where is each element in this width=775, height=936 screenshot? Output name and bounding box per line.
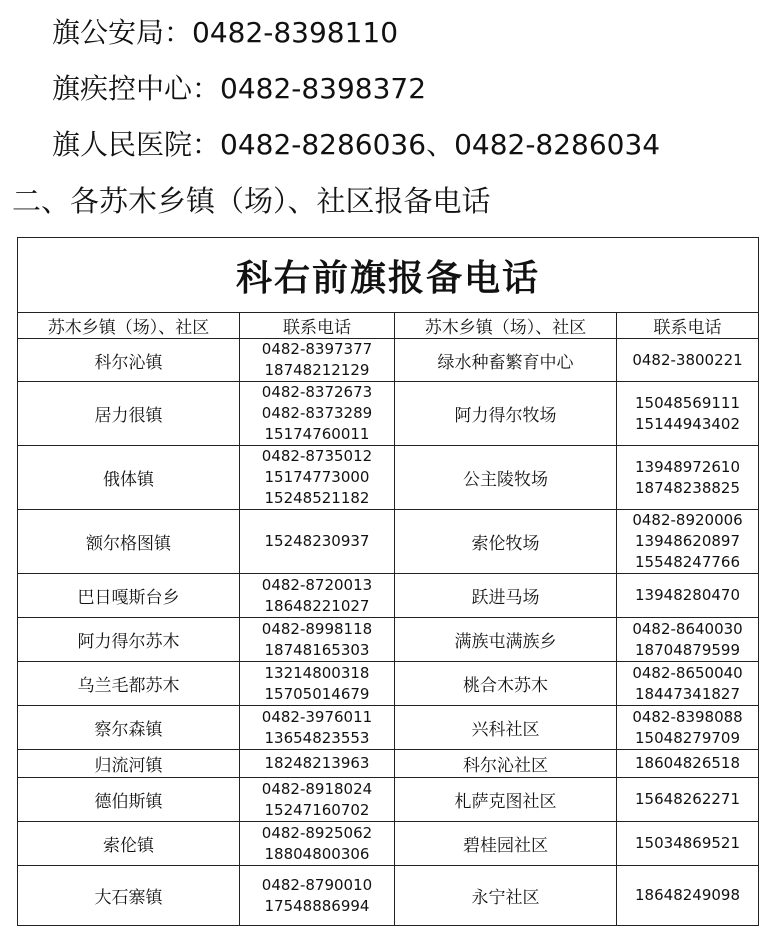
left-phone-cell [240, 510, 395, 574]
left-phone-cell [240, 822, 395, 866]
table-row [18, 662, 759, 706]
left-area-name: 居力很镇 [18, 382, 240, 446]
cdc-phone-line: 旗疾控中心：0482-8398372 [52, 72, 427, 105]
header-area-right: 苏木乡镇（场）、社区 [395, 313, 617, 339]
phone-number: 18248213963 [264, 754, 370, 772]
phone-number: 15144943402 [635, 414, 740, 433]
left-area-name: 俄体镇 [18, 446, 240, 510]
phone-number: 0482-8397377 [261, 340, 373, 358]
left-area-name: 察尔森镇 [18, 706, 240, 750]
table-row [18, 382, 759, 446]
right-area-name: 跃进马场 [395, 574, 617, 618]
left-area-name: 阿力得尔苏木 [18, 618, 240, 662]
phone-number: 15174773000 [264, 468, 370, 486]
left-phone-cell [240, 662, 395, 706]
phone-number: 15034869521 [635, 834, 740, 852]
phone-number: 15048569111 [635, 393, 740, 412]
left-area-name: 额尔格图镇 [18, 510, 240, 574]
left-phone-cell [240, 339, 395, 382]
phone-number: 0482-8920006 [632, 511, 743, 529]
left-phone-cell [240, 706, 395, 750]
right-area-name: 索伦牧场 [395, 510, 617, 574]
phone-number: 0482-8398088 [632, 707, 743, 726]
header-phone-right: 联系电话 [617, 313, 759, 339]
phone-number: 18604826518 [635, 754, 740, 772]
table-row [18, 866, 759, 926]
left-area-name: 归流河镇 [18, 750, 240, 778]
police-phone-line: 旗公安局：0482-8398110 [52, 16, 399, 49]
phone-number: 18804800306 [264, 844, 370, 863]
phone-number: 18704879599 [635, 640, 740, 659]
right-area-name: 碧桂园社区 [395, 822, 617, 866]
right-phone-cell [617, 574, 759, 618]
phone-number: 13214800318 [264, 663, 370, 682]
phone-number: 0482-8372673 [261, 383, 373, 401]
phone-number: 18648249098 [635, 886, 740, 904]
phone-number: 0482-8650040 [632, 663, 743, 682]
phone-number: 18748212129 [264, 361, 370, 379]
phone-number: 15247160702 [264, 800, 370, 819]
phone-number: 0482-8918024 [261, 779, 373, 798]
right-area-name: 札萨克图社区 [395, 778, 617, 822]
section-heading: 二、各苏木乡镇（场）、社区报备电话 [12, 184, 491, 218]
phone-number: 15548247766 [635, 553, 740, 571]
phone-number: 0482-8790010 [261, 875, 373, 894]
right-area-name: 绿水种畜繁育中心 [395, 339, 617, 382]
left-area-name: 索伦镇 [18, 822, 240, 866]
left-area-name: 巴日嘎斯台乡 [18, 574, 240, 618]
phone-number: 15705014679 [264, 684, 370, 703]
phone-number: 15248521182 [264, 489, 370, 507]
left-area-name: 德伯斯镇 [18, 778, 240, 822]
right-area-name: 科尔沁社区 [395, 750, 617, 778]
table-row [18, 618, 759, 662]
phone-number: 0482-8373289 [261, 404, 373, 422]
right-area-name: 桃合木苏木 [395, 662, 617, 706]
left-phone-cell [240, 778, 395, 822]
phone-number: 13654823553 [264, 728, 370, 747]
phone-number: 13948620897 [635, 532, 740, 550]
right-phone-cell [617, 339, 759, 382]
right-phone-cell [617, 446, 759, 510]
phone-number: 18748165303 [264, 640, 370, 659]
right-phone-cell [617, 706, 759, 750]
phone-number: 17548886994 [264, 896, 370, 915]
right-phone-cell [617, 618, 759, 662]
right-phone-cell [617, 382, 759, 446]
phone-number: 0482-3800221 [632, 350, 743, 369]
right-phone-cell [617, 822, 759, 866]
left-phone-cell [240, 446, 395, 510]
phone-number: 0482-3976011 [261, 707, 373, 726]
right-phone-cell [617, 510, 759, 574]
left-phone-cell [240, 866, 395, 926]
left-area-name: 乌兰毛都苏木 [18, 662, 240, 706]
table-row [18, 706, 759, 750]
hospital-phone-line: 旗人民医院：0482-8286036、0482-8286034 [52, 128, 661, 161]
left-area-name: 科尔沁镇 [18, 339, 240, 382]
phone-number: 15048279709 [635, 728, 740, 747]
right-phone-cell [617, 778, 759, 822]
right-area-name: 兴科社区 [395, 706, 617, 750]
table-row [18, 574, 759, 618]
phone-number: 0482-8998118 [261, 619, 373, 638]
table-row [18, 778, 759, 822]
phone-number: 0482-8720013 [261, 575, 373, 594]
phone-number: 18447341827 [635, 684, 740, 703]
phone-number: 15174760011 [264, 425, 370, 443]
left-area-name: 大石寨镇 [18, 866, 240, 926]
table-row [18, 339, 759, 382]
left-phone-cell [240, 574, 395, 618]
table-row [18, 510, 759, 574]
header-phone-left: 联系电话 [240, 313, 395, 339]
phone-number: 18648221027 [264, 596, 370, 615]
left-phone-cell [240, 382, 395, 446]
right-phone-cell [617, 750, 759, 778]
right-area-name: 满族屯满族乡 [395, 618, 617, 662]
table-row [18, 822, 759, 866]
phone-number: 0482-8735012 [261, 447, 373, 465]
phone-number: 18748238825 [635, 478, 740, 497]
right-area-name: 永宁社区 [395, 866, 617, 926]
right-area-name: 公主陵牧场 [395, 446, 617, 510]
table-title: 科右前旗报备电话 [18, 238, 759, 313]
right-phone-cell [617, 662, 759, 706]
right-area-name: 阿力得尔牧场 [395, 382, 617, 446]
left-phone-cell [240, 750, 395, 778]
phone-number: 15648262271 [635, 790, 740, 808]
report-phone-table [17, 237, 759, 926]
header-area-left: 苏木乡镇（场）、社区 [18, 313, 240, 339]
phone-number: 15248230937 [264, 532, 370, 550]
left-phone-cell [240, 618, 395, 662]
phone-number: 0482-8925062 [261, 823, 373, 842]
right-phone-cell [617, 866, 759, 926]
phone-number: 0482-8640030 [632, 619, 743, 638]
table-row [18, 446, 759, 510]
phone-number: 13948972610 [635, 457, 740, 476]
table-row [18, 750, 759, 778]
phone-number: 13948280470 [635, 586, 740, 604]
